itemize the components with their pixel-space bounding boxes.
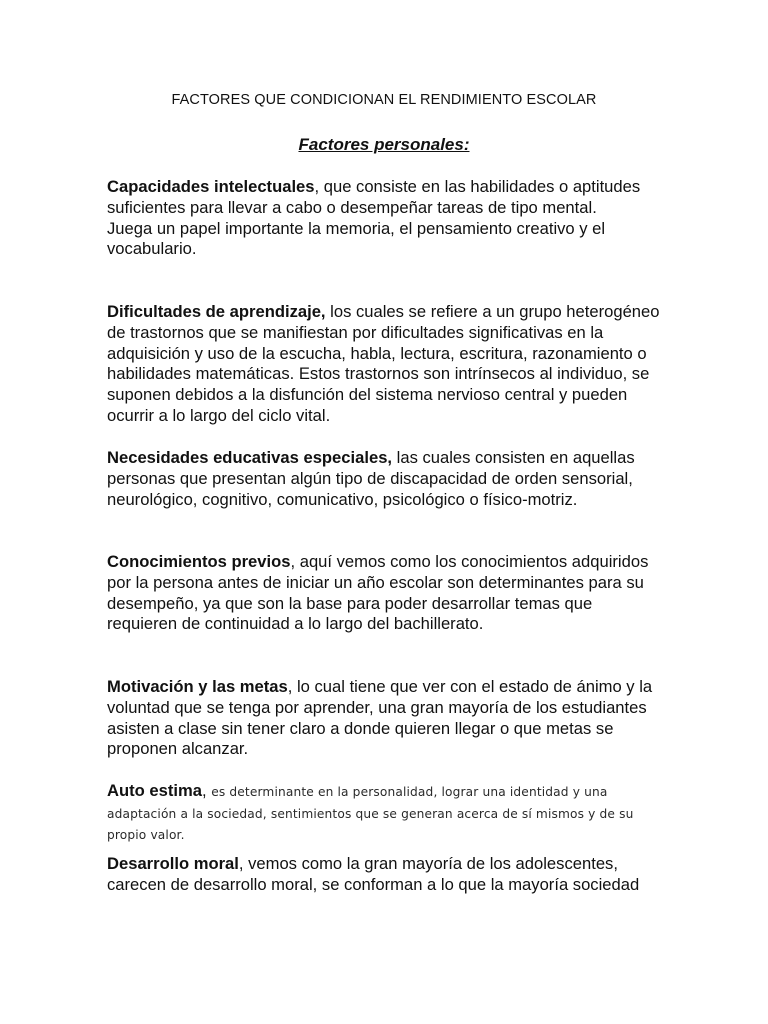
paragraph-text: , vemos como la gran mayoría de los adolescentes, carecen de desarrollo moral, se conforman a lo que la mayoría sociedad: [107, 854, 640, 894]
term-conocimientos-previos: Conocimientos previos: [107, 552, 291, 571]
paragraph-comma: ,: [201, 781, 212, 800]
paragraph-text: los cuales se refiere a un grupo heterogéneo de trastornos que se manifiestan por dificultades significativas en la adquisición y uso de la escucha, habla, lectura, escritura, razonamiento o habilidades matemáticas. Estos trastornos son intrínsecos al individuo, se suponen debidos a la disfunción del sistema nervioso central y pueden ocurrir a lo largo del ciclo vital.: [107, 302, 660, 425]
paragraph-text: , lo cual tiene que ver con el estado de ánimo y la voluntad que se tenga por aprender, una gran mayoría de los estudiantes asisten a clase sin tener claro a donde quieren llegar o que metas se proponen alcanzar.: [107, 677, 653, 759]
paragraph-text: , aquí vemos como los conocimientos adquiridos por la persona antes de iniciar un año escolar son determinantes para su desempeño, ya que son la base para poder desarrollar temas que requieren de continuidad a lo largo del bachillerato.: [107, 552, 649, 634]
paragraph-conocimientos-previos: [107, 552, 663, 635]
paragraph-text: es determinante en la personalidad, lograr una identidad y una adaptación a la sociedad, sentimientos que se generan acerca de sí mismos y de su propio valor.: [107, 785, 634, 842]
paragraph-text: las cuales consisten en aquellas personas que presentan algún tipo de discapacidad de orden sensorial, neurológico, cognitivo, comunicativo, psicológico o físico-motriz.: [107, 448, 635, 509]
term-desarrollo-moral: Desarrollo moral: [107, 854, 239, 873]
document-title: FACTORES QUE CONDICIONAN EL RENDIMIENTO ESCOLAR: [171, 92, 597, 108]
paragraph-necesidades-educativas: [107, 448, 663, 510]
term-motivacion-metas: Motivación y las metas: [107, 677, 288, 696]
term-dificultades-aprendizaje: Dificultades de aprendizaje,: [107, 302, 326, 321]
section-heading: Factores personales:: [298, 135, 470, 154]
paragraph-auto-estima: [107, 781, 667, 846]
paragraph-capacidades-intelectuales: [107, 177, 663, 260]
term-capacidades-intelectuales: Capacidades intelectuales: [107, 177, 315, 196]
paragraph-dificultades-aprendizaje: [107, 302, 663, 427]
paragraph-motivacion-metas: [107, 677, 663, 760]
term-necesidades-educativas: Necesidades educativas especiales,: [107, 448, 393, 467]
term-auto-estima: Auto estima: [107, 781, 202, 800]
paragraph-desarrollo-moral: [107, 854, 667, 896]
paragraph-text-continued: Juega un papel importante la memoria, el pensamiento creativo y el vocabulario.: [107, 218, 606, 259]
paragraph-text: , que consiste en las habilidades o aptitudes suficientes para llevar a cabo o desempeñar tareas de tipo mental.: [107, 177, 641, 217]
